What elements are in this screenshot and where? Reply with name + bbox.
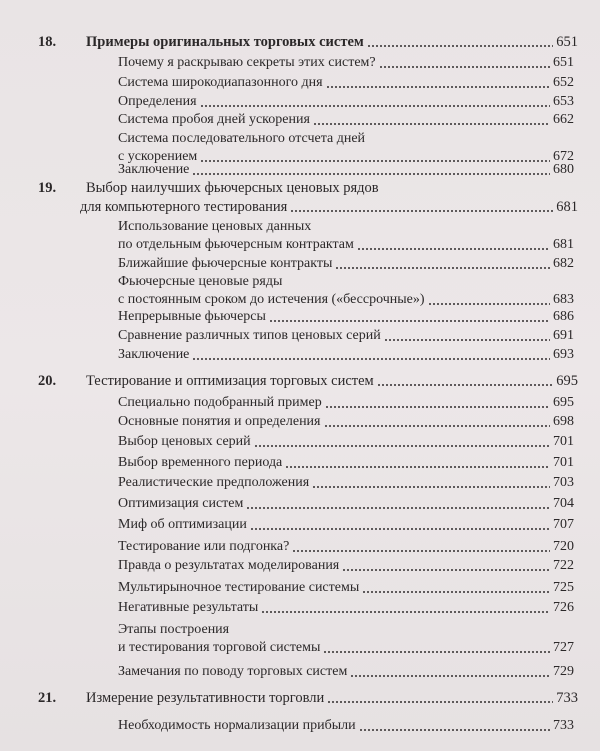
entry-title: Система последовательного отсчета дней (118, 131, 366, 146)
entry-page: 722 (553, 558, 574, 573)
entry-page: 691 (553, 328, 574, 343)
entry-page: 653 (553, 94, 574, 109)
chapter-page: 733 (556, 690, 578, 706)
entry-title-cont: и тестирования торговой системы (118, 640, 321, 655)
chapter-number: 20. (38, 373, 57, 389)
chapter-title: Примеры оригинальных торговых систем (86, 34, 364, 50)
toc-entry (118, 580, 574, 596)
leader-dots (357, 248, 550, 250)
leader-dots (362, 591, 550, 593)
entry-title-cont: с постоянным сроком до истечения («бессрочные») (118, 292, 425, 307)
toc-entry (118, 328, 574, 344)
leader-dots (359, 729, 550, 731)
entry-page: 693 (553, 347, 574, 362)
leader-dots (325, 406, 550, 408)
leader-dots (192, 358, 550, 360)
toc-entry (118, 622, 574, 656)
leader-dots (342, 569, 550, 571)
chapter-19-heading (38, 180, 578, 196)
leader-dots (379, 66, 550, 68)
toc-entry (118, 256, 574, 272)
toc-entry (118, 347, 574, 363)
toc-entry (118, 414, 574, 430)
leader-dots (384, 339, 550, 341)
entry-title-cont: с ускорением (118, 149, 198, 164)
toc-entry (118, 517, 574, 533)
leader-dots (313, 123, 550, 125)
leader-dots (312, 486, 550, 488)
entry-title: Необходимость нормализации прибыли (118, 718, 356, 733)
toc-entry (118, 395, 574, 411)
leader-dots (269, 320, 550, 322)
entry-title: Реалистические предположения (118, 475, 310, 490)
toc-entry (118, 112, 574, 128)
toc-entry (118, 718, 574, 734)
entry-title: Система широкодиапазонного дня (118, 75, 323, 90)
entry-title: Сравнение различных типов ценовых серий (118, 328, 381, 343)
chapter-page: 681 (556, 199, 578, 215)
leader-dots (285, 466, 550, 468)
entry-page: 681 (553, 237, 574, 252)
leader-dots (250, 528, 550, 530)
chapter-20-heading (38, 373, 578, 389)
entry-page: 686 (553, 309, 574, 324)
leader-dots (192, 173, 550, 175)
entry-page: 726 (553, 600, 574, 615)
leader-dots (350, 675, 550, 677)
chapter-page: 651 (556, 34, 578, 50)
chapter-title-cont: для компьютерного тестирования (80, 199, 288, 215)
chapter-title: Выбор наилучших фьючерсных ценовых рядов (86, 180, 379, 196)
entry-page: 683 (553, 292, 574, 307)
entry-title: Замечания по поводу торговых систем (118, 664, 348, 679)
entry-page: 703 (553, 475, 574, 490)
entry-page: 652 (553, 75, 574, 90)
entry-title: Специально подобранный пример (118, 395, 322, 410)
entry-page: 704 (553, 496, 574, 511)
leader-dots (428, 303, 550, 305)
entry-page: 725 (553, 580, 574, 595)
chapter-18-heading (38, 34, 578, 50)
toc-entry (118, 274, 574, 308)
entry-title-cont: по отдельным фьючерсным контрактам (118, 237, 354, 252)
toc-entry (118, 75, 574, 91)
entry-page: 701 (553, 434, 574, 449)
chapter-number: 21. (38, 690, 57, 706)
toc-entry (118, 475, 574, 491)
entry-page: 733 (553, 718, 574, 733)
leader-dots (335, 267, 550, 269)
chapter-21-heading (38, 690, 578, 706)
toc-entry (118, 434, 574, 450)
entry-title: Правда о результатах моделирования (118, 558, 340, 573)
leader-dots (246, 507, 550, 509)
chapter-title: Измерение результативности торговли (86, 690, 325, 706)
entry-title: Использование ценовых данных (118, 219, 312, 234)
entry-title: Выбор ценовых серий (118, 434, 251, 449)
chapter-page: 695 (556, 373, 578, 389)
chapter-number: 19. (38, 180, 57, 196)
entry-title: Тестирование или подгонка? (118, 539, 290, 554)
leader-dots (377, 384, 554, 386)
entry-page: 662 (553, 112, 574, 127)
entry-title: Фьючерсные ценовые ряды (118, 274, 283, 289)
entry-title: Выбор временного периода (118, 455, 283, 470)
entry-page: 720 (553, 539, 574, 554)
entry-title: Заключение (118, 162, 190, 177)
entry-title: Миф об оптимизации (118, 517, 247, 532)
entry-page: 701 (553, 455, 574, 470)
entry-title: Непрерывные фьючерсы (118, 309, 266, 324)
leader-dots (200, 105, 550, 107)
entry-page: 727 (553, 640, 574, 655)
toc-entry (118, 496, 574, 512)
toc-entry (118, 558, 574, 574)
entry-title: Основные понятия и определения (118, 414, 321, 429)
entry-page: 651 (553, 55, 574, 70)
entry-page: 707 (553, 517, 574, 532)
toc-entry (118, 162, 574, 178)
entry-page: 682 (553, 256, 574, 271)
leader-dots (323, 651, 550, 653)
entry-title: Негативные результаты (118, 600, 259, 615)
entry-title: Почему я раскрываю секреты этих систем? (118, 55, 376, 70)
toc-entry (118, 55, 574, 71)
entry-page: 680 (553, 162, 574, 177)
entry-title: Система пробоя дней ускорения (118, 112, 310, 127)
entry-title: Определения (118, 94, 197, 109)
leader-dots (261, 611, 550, 613)
entry-page: 672 (553, 149, 574, 164)
chapter-number: 18. (38, 34, 57, 50)
toc-entry (118, 539, 574, 555)
leader-dots (324, 425, 551, 427)
leader-dots (327, 701, 553, 703)
toc-entry (118, 455, 574, 471)
leader-dots (254, 445, 550, 447)
entry-page: 729 (553, 664, 574, 679)
leader-dots (367, 45, 553, 47)
toc-entry (118, 131, 574, 165)
toc-entry (118, 600, 574, 616)
toc-entry (118, 309, 574, 325)
leader-dots (292, 550, 550, 552)
toc-entry (118, 219, 574, 253)
entry-title: Заключение (118, 347, 190, 362)
toc-entry (118, 664, 574, 680)
chapter-title: Тестирование и оптимизация торговых систем (86, 373, 374, 389)
chapter-19-heading-cont (80, 199, 578, 215)
entry-title: Оптимизация систем (118, 496, 244, 511)
entry-title: Этапы построения (118, 622, 230, 637)
entry-page: 695 (553, 395, 574, 410)
entry-title: Мультирыночное тестирование системы (118, 580, 360, 595)
entry-page: 698 (553, 414, 574, 429)
leader-dots (290, 210, 553, 212)
entry-title: Ближайшие фьючерсные контракты (118, 256, 333, 271)
leader-dots (326, 86, 550, 88)
toc-entry (118, 94, 574, 110)
